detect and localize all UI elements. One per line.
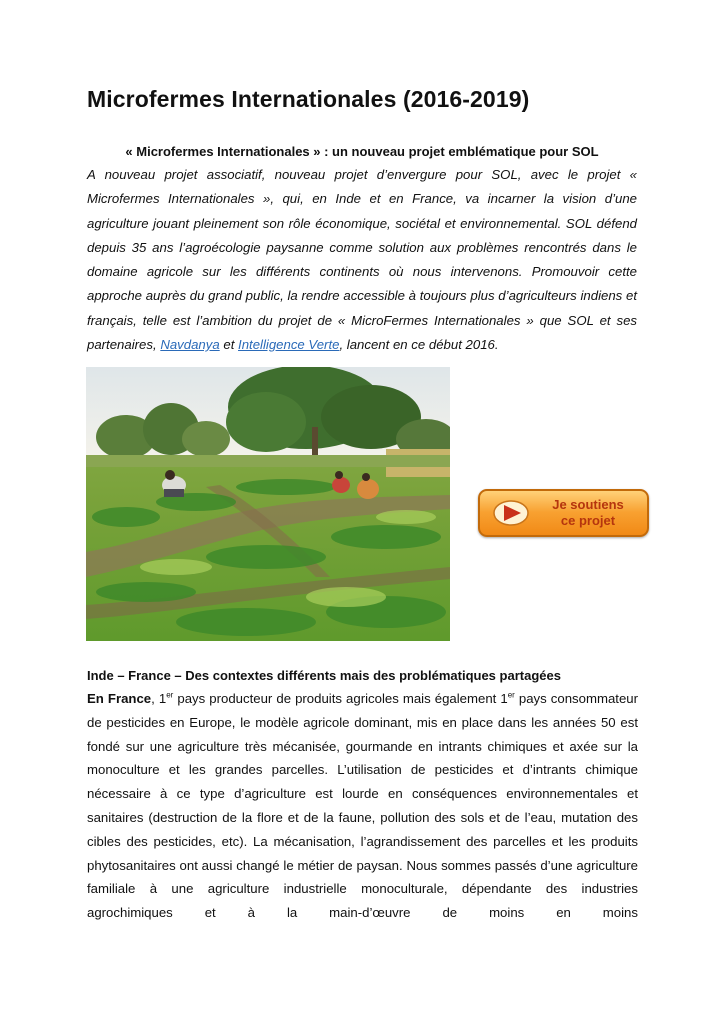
intelligence-verte-link[interactable]: Intelligence Verte <box>238 337 340 353</box>
france-paragraph: En France, 1er pays producteur de produits agricoles mais également 1er pays consommateur de pesticides en Europe, le modèle agricole dominant, mis en place dans les années 50 est fondé sur une agriculture très mécanisée, gourmande en intrants chimiques et axée sur la monoculture et les grandes parcelles. L’utilisation de pesticides et d’intrants chimique nécessaire à ce type d’agriculture est lourde en conséquences environnementales et sanitaires (destruction de la flore et de la faune, pollution des sols et de l’eau, mutation des cibles des pesticides, etc). La mécanisation, l’agrandissement des parcelles et les produits phytosanitaires ont aussi changé le métier de paysan. Nous sommes passés d’une agriculture familiale à une agriculture industrielle monoculturale, dépendante des industries agrochimiques et à la main-d’œuvre de moins en moins <box>87 690 639 921</box>
intro-paragraph <box>87 163 637 357</box>
section-heading: Inde – France – Des contextes différents mais des problématiques partagées <box>87 668 561 683</box>
play-arrow-icon <box>491 499 531 527</box>
intro-text-middle: et <box>219 337 239 353</box>
project-subtitle: « Microfermes Internationales » : un nouveau projet emblématique pour SOL <box>125 144 599 159</box>
paragraph-lead: En France <box>87 691 152 706</box>
page-title: Microfermes Internationales (2016-2019) <box>87 86 530 112</box>
intro-text-end: , lancent en ce début 2016. <box>339 337 499 353</box>
farm-field-photo <box>86 367 450 641</box>
navdanya-link[interactable]: Navdanya <box>160 337 220 353</box>
donate-button[interactable] <box>478 489 649 537</box>
intro-text-start: A nouveau projet associatif, nouveau projet d’envergure pour SOL, avec le projet « Microfermes Internationales », qui, en Inde et en France, va incarner la vision d’une agriculture jouant pleinement son rôle économique, sociétal et environnemental. SOL défend depuis 35 ans l’agroécologie paysanne comme solution aux problèmes rencontrés dans le domaine agricole sur les différents continents où nous intervenons. Promouvoir cette approche auprès du grand public, la rendre accessible à toujours plus d’agriculteurs indiens et français, telle est l’ambition du projet de « MicroFermes Internationales » que SOL et ses partenaires, <box>87 167 637 353</box>
donate-button-label: Je soutiens ce projet <box>552 497 624 528</box>
